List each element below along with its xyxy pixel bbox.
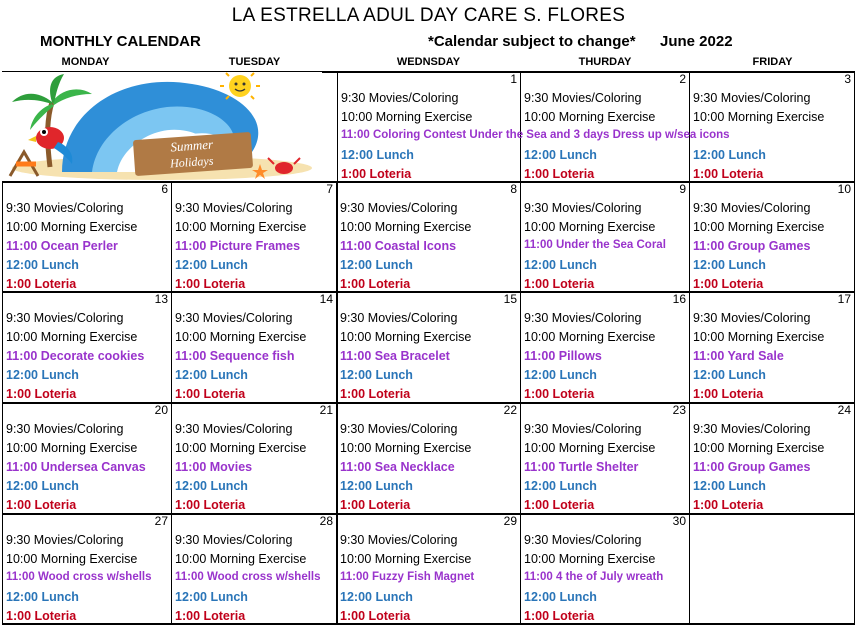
event-lunch: 12:00 Lunch (524, 258, 597, 272)
event-lunch: 12:00 Lunch (341, 148, 414, 162)
event-morning-activity: 9:30 Movies/Coloring (6, 201, 124, 215)
event-morning-activity: 9:30 Movies/Coloring (693, 311, 811, 325)
event-loteria: 1:00 Loteria (693, 277, 764, 291)
day-number: 7 (326, 183, 333, 196)
event-loteria: 1:00 Loteria (524, 609, 595, 623)
day-cell (172, 183, 336, 291)
event-exercise: 10:00 Morning Exercise (175, 441, 307, 455)
day-cell (521, 515, 689, 623)
header-wednesday: WEDNSDAY (396, 56, 461, 68)
event-special-activity: 11:00 Undersea Canvas (6, 460, 146, 474)
day-cell (521, 73, 689, 181)
event-exercise: 10:00 Morning Exercise (6, 552, 138, 566)
event-morning-activity: 9:30 Movies/Coloring (693, 91, 811, 105)
event-loteria: 1:00 Loteria (340, 387, 411, 401)
day-cell (690, 73, 854, 181)
event-exercise: 10:00 Morning Exercise (524, 552, 656, 566)
day-number: 17 (837, 293, 851, 306)
event-morning-activity: 9:30 Movies/Coloring (175, 201, 293, 215)
month-year-label: June 2022 (660, 33, 733, 50)
schedule-disclaimer: *Calendar subject to change* (428, 33, 636, 50)
event-special-activity: 11:00 Turtle Shelter (524, 460, 639, 474)
event-lunch: 12:00 Lunch (693, 368, 766, 382)
day-cell (690, 293, 854, 401)
event-exercise: 10:00 Morning Exercise (341, 110, 473, 124)
event-morning-activity: 9:30 Movies/Coloring (6, 422, 124, 436)
event-morning-activity: 9:30 Movies/Coloring (340, 422, 458, 436)
day-cell (521, 293, 689, 401)
event-exercise: 10:00 Morning Exercise (693, 220, 825, 234)
event-morning-activity: 9:30 Movies/Coloring (6, 533, 124, 547)
event-morning-activity: 9:30 Movies/Coloring (524, 422, 642, 436)
day-number: 27 (154, 515, 168, 528)
event-exercise: 10:00 Morning Exercise (340, 330, 472, 344)
event-loteria: 1:00 Loteria (175, 609, 246, 623)
event-loteria: 1:00 Loteria (6, 498, 77, 512)
event-special-activity: 11:00 Pillows (524, 349, 602, 363)
event-special-activity: 11:00 Under the Sea Coral (524, 239, 666, 251)
event-lunch: 12:00 Lunch (175, 590, 248, 604)
event-lunch: 12:00 Lunch (340, 479, 413, 493)
event-lunch: 12:00 Lunch (175, 258, 248, 272)
event-exercise: 10:00 Morning Exercise (6, 220, 138, 234)
event-special-activity: 11:00 Coastal Icons (340, 239, 457, 253)
day-number: 8 (510, 183, 517, 196)
event-loteria: 1:00 Loteria (6, 277, 77, 291)
event-loteria: 1:00 Loteria (175, 277, 246, 291)
event-morning-activity: 9:30 Movies/Coloring (175, 311, 293, 325)
event-lunch: 12:00 Lunch (693, 479, 766, 493)
day-cell (3, 293, 171, 401)
event-loteria: 1:00 Loteria (524, 387, 595, 401)
summer-beach-art (2, 72, 322, 181)
event-exercise: 10:00 Morning Exercise (693, 441, 825, 455)
day-number: 6 (161, 183, 168, 196)
day-number: 2 (679, 73, 686, 86)
event-lunch: 12:00 Lunch (524, 590, 597, 604)
event-lunch: 12:00 Lunch (340, 258, 413, 272)
event-lunch: 12:00 Lunch (6, 258, 79, 272)
event-special-activity: 11:00 Fuzzy Fish Magnet (340, 571, 475, 583)
event-lunch: 12:00 Lunch (524, 368, 597, 382)
day-cell (337, 293, 520, 401)
day-cell (521, 183, 689, 291)
event-loteria: 1:00 Loteria (175, 498, 246, 512)
event-loteria: 1:00 Loteria (341, 167, 412, 181)
event-morning-activity: 9:30 Movies/Coloring (175, 533, 293, 547)
day-cell (172, 515, 336, 623)
event-exercise: 10:00 Morning Exercise (524, 441, 656, 455)
event-morning-activity: 9:30 Movies/Coloring (693, 201, 811, 215)
day-cell (338, 72, 730, 181)
day-number: 20 (154, 404, 168, 417)
day-number: 29 (503, 515, 517, 528)
event-morning-activity: 9:30 Movies/Coloring (6, 311, 124, 325)
event-lunch: 12:00 Lunch (175, 368, 248, 382)
event-loteria: 1:00 Loteria (175, 387, 246, 401)
event-exercise: 10:00 Morning Exercise (524, 330, 656, 344)
event-lunch: 12:00 Lunch (6, 368, 79, 382)
day-number: 10 (837, 183, 851, 196)
header-thursday: THURDAY (578, 56, 632, 68)
event-morning-activity: 9:30 Movies/Coloring (524, 91, 642, 105)
event-loteria: 1:00 Loteria (693, 167, 764, 181)
day-cell (337, 515, 520, 623)
day-number: 3 (844, 73, 851, 86)
event-special-activity: 11:00 Group Games (693, 460, 811, 474)
day-cell (3, 183, 171, 291)
day-number: 22 (503, 404, 517, 417)
day-cell (3, 515, 171, 623)
event-exercise: 10:00 Morning Exercise (340, 552, 472, 566)
day-number: 16 (672, 293, 686, 306)
event-special-activity: 11:00 Sea Bracelet (340, 349, 450, 363)
event-special-activity: 11:00 Decorate cookies (6, 349, 145, 363)
day-cell (690, 404, 854, 512)
event-morning-activity: 9:30 Movies/Coloring (175, 422, 293, 436)
day-number: 14 (319, 293, 333, 306)
event-exercise: 10:00 Morning Exercise (175, 220, 307, 234)
header-monday: MONDAY (61, 56, 110, 68)
event-loteria: 1:00 Loteria (340, 277, 411, 291)
event-exercise: 10:00 Morning Exercise (693, 110, 825, 124)
header-tuesday: TUESDAY (228, 56, 281, 68)
event-exercise: 10:00 Morning Exercise (175, 330, 307, 344)
event-lunch: 12:00 Lunch (693, 258, 766, 272)
event-special-activity: 11:00 Wood cross w/shells (6, 571, 152, 583)
event-loteria: 1:00 Loteria (693, 387, 764, 401)
summer-holidays-illustration (2, 72, 322, 181)
monthly-calendar-label: MONTHLY CALENDAR (40, 33, 201, 50)
event-loteria: 1:00 Loteria (340, 609, 411, 623)
event-special-activity: 11:00 4 the of July wreath (524, 571, 664, 583)
event-loteria: 1:00 Loteria (340, 498, 411, 512)
event-exercise: 10:00 Morning Exercise (693, 330, 825, 344)
day-cell (172, 293, 336, 401)
event-exercise: 10:00 Morning Exercise (175, 552, 307, 566)
calendar-title: LA ESTRELLA ADUL DAY CARE S. FLORES (231, 5, 626, 26)
day-number: 24 (837, 404, 851, 417)
day-number: 28 (319, 515, 333, 528)
day-cell (337, 183, 520, 291)
day-number: 21 (319, 404, 333, 417)
event-special-activity: 11:00 Movies (175, 460, 253, 474)
day-number: 30 (672, 515, 686, 528)
event-exercise: 10:00 Morning Exercise (6, 441, 138, 455)
event-loteria: 1:00 Loteria (524, 277, 595, 291)
event-special-activity: 11:00 Sea Necklace (340, 460, 455, 474)
event-morning-activity: 9:30 Movies/Coloring (693, 422, 811, 436)
event-special-activity: 11:00 Group Games (693, 239, 811, 253)
event-loteria: 1:00 Loteria (524, 167, 595, 181)
event-special-activity: 11:00 Wood cross w/shells (175, 571, 321, 583)
event-special-activity: 11:00 Ocean Perler (6, 239, 118, 253)
event-morning-activity: 9:30 Movies/Coloring (524, 201, 642, 215)
sign-text-line1: Summer (169, 136, 214, 155)
day-number: 13 (154, 293, 168, 306)
event-morning-activity: 9:30 Movies/Coloring (340, 533, 458, 547)
day-cell (337, 404, 520, 512)
event-lunch: 12:00 Lunch (693, 148, 766, 162)
event-lunch: 12:00 Lunch (6, 590, 79, 604)
event-lunch: 12:00 Lunch (340, 590, 413, 604)
event-loteria: 1:00 Loteria (524, 498, 595, 512)
event-special-activity: 11:00 Picture Frames (175, 239, 301, 253)
event-loteria: 1:00 Loteria (6, 609, 77, 623)
event-exercise: 10:00 Morning Exercise (340, 441, 472, 455)
event-special-activity: 11:00 Yard Sale (693, 349, 784, 363)
event-loteria: 1:00 Loteria (6, 387, 77, 401)
day-cell (3, 404, 171, 512)
day-number: 15 (503, 293, 517, 306)
event-exercise: 10:00 Morning Exercise (340, 220, 472, 234)
event-morning-activity: 9:30 Movies/Coloring (340, 201, 458, 215)
day-number: 1 (510, 72, 517, 86)
day-cell (521, 404, 689, 512)
event-special-activity: 11:00 Coloring Contest Under the Sea and 3 days Dress up w/sea icons (341, 129, 730, 141)
event-exercise: 10:00 Morning Exercise (524, 110, 656, 124)
event-exercise: 10:00 Morning Exercise (6, 330, 138, 344)
event-special-activity: 11:00 Sequence fish (175, 349, 295, 363)
event-morning-activity: 9:30 Movies/Coloring (524, 533, 642, 547)
event-lunch: 12:00 Lunch (6, 479, 79, 493)
event-lunch: 12:00 Lunch (524, 148, 597, 162)
day-cell (172, 404, 336, 512)
day-number: 23 (672, 404, 686, 417)
day-cell (690, 183, 854, 291)
event-exercise: 10:00 Morning Exercise (524, 220, 656, 234)
event-morning-activity: 9:30 Movies/Coloring (341, 91, 459, 105)
header-friday: FRIDAY (752, 56, 793, 68)
event-lunch: 12:00 Lunch (340, 368, 413, 382)
calendar-grid (2, 71, 855, 625)
event-morning-activity: 9:30 Movies/Coloring (340, 311, 458, 325)
event-morning-activity: 9:30 Movies/Coloring (524, 311, 642, 325)
event-lunch: 12:00 Lunch (524, 479, 597, 493)
sign-text-line2: Holidays (169, 153, 214, 171)
event-lunch: 12:00 Lunch (175, 479, 248, 493)
day-number: 9 (679, 183, 686, 196)
event-loteria: 1:00 Loteria (693, 498, 764, 512)
